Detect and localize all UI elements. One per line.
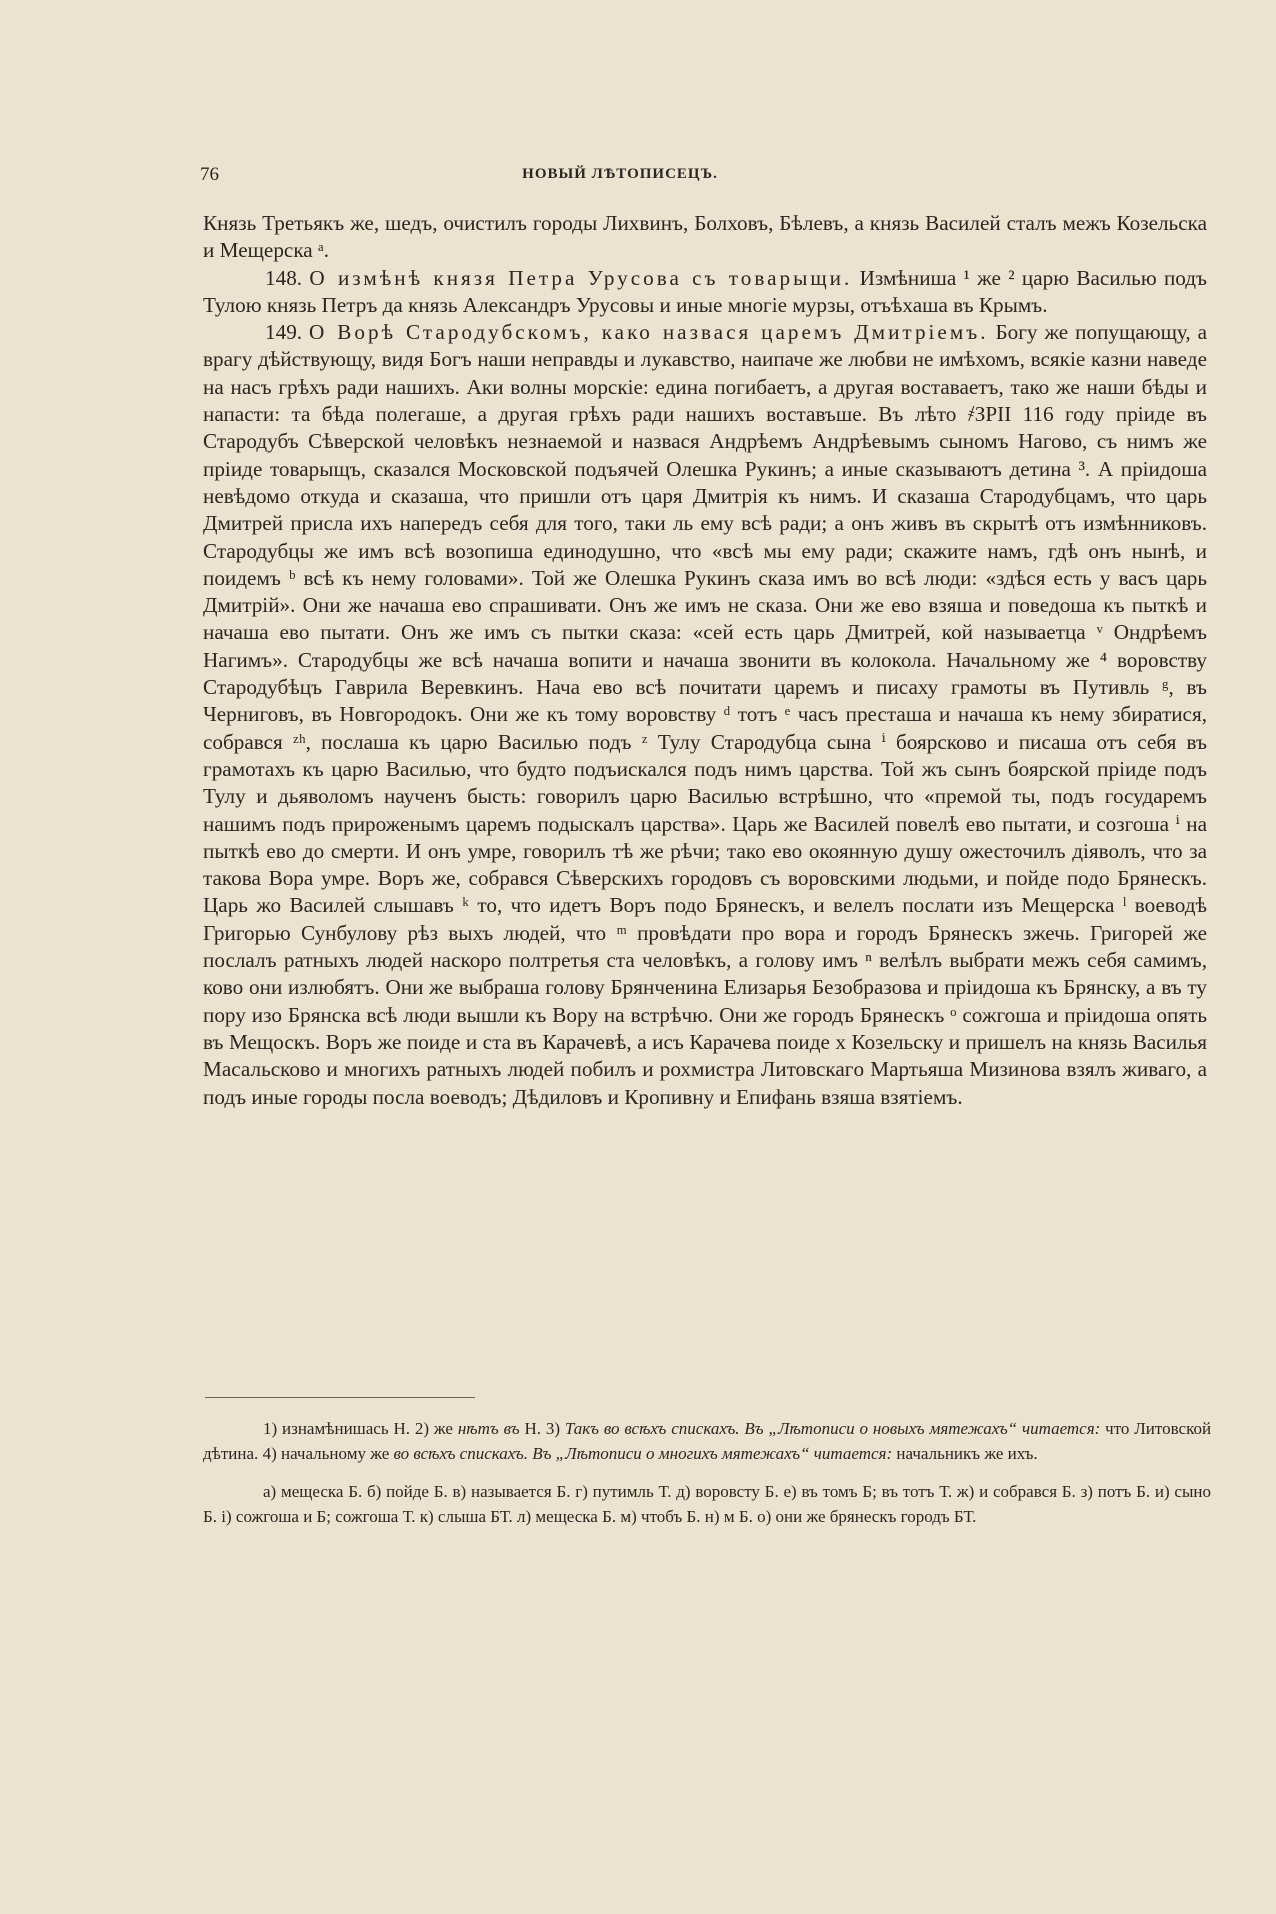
section-text: Измѣниша ¹ же ² царю Василью подъ Тулою князь Петръ да князь Александръ Урусовы и иные многіе мурзы, отъѣхаша въ Крымъ.	[203, 265, 1208, 317]
footnote-3-note: Такъ во всѣхъ спискахъ. Въ „Лѣтописи о новыхъ мятежахъ“ читается:	[564, 1419, 1101, 1438]
section-heading: О Ворѣ Стародубскомъ, како назвася царемъ Дмитріемъ.	[309, 320, 989, 345]
footnotes	[203, 1417, 1211, 1529]
footnote-2-note: нѣтъ въ	[457, 1419, 520, 1438]
section-number: 149.	[265, 320, 303, 345]
section-148	[203, 265, 1207, 320]
paragraph-1: Князь Третьякъ же, шедъ, очистилъ городы Лихвинъ, Болховъ, Бѣлевъ, а князь Василей сталъ межъ Козельска и Мещерска ᵃ.	[203, 211, 1207, 263]
numbered-footnotes	[203, 1417, 1211, 1466]
footnote-4-text: начальникъ же ихъ.	[896, 1443, 1038, 1463]
running-title: НОВЫЙ ЛѢТОПИСЕЦЪ.	[522, 166, 718, 182]
section-149	[203, 319, 1207, 1111]
footnote-4: 4) начальному же	[262, 1443, 390, 1463]
footnote-divider	[205, 1397, 475, 1398]
variant-readings: а) мещеска Б. б) пойде Б. в) называется Б. г) путимль Т. д) воровсту Б. е) въ томъ Б; въ тотъ Т. ж) и собрався Б. з) потъ Б. и) сыно Б. і) сожгоша и Б; сожгоша Т. к) слыша БТ. л) мещеска Б. м) чтобъ Б. н) м Б. о) они же брянескъ городъ БТ.	[203, 1482, 1211, 1526]
footnote-3: 3)	[545, 1419, 561, 1438]
running-head	[200, 164, 1040, 192]
main-text	[203, 210, 1207, 1111]
footnote-2: 2) же	[414, 1419, 453, 1438]
section-text: Богу же попущающу, а врагу дѣйствующу, видя Богъ наши неправды и лукавство, наипаче же любви не имѣхомъ, всякіе казни наведе на насъ грѣхъ ради нашихъ. Аки волны морскіе: едина погибаетъ, а другая воставаетъ, тако же наши бѣды и напасти: та бѣда полегаше, а другая грѣхъ ради нашихъ воставъше. Въ лѣто ҂ЗРІІ 116 году пріиде въ Стародубъ Сѣверской человѣкъ незнаемой и назвася Андрѣемъ Андрѣевымъ сыномъ Нагово, съ нимъ же пріиде товарыщъ, сказался Московской подъячей Олешка Рукинъ; а иные сказываютъ детина ³. А пріидоша невѣдомо откуда и сказаша, что пришли отъ царя Дмитрія къ нимъ. И сказаша Стародубцамъ, что царь Дмитрей присла ихъ напередъ себя для того, таки ль ему всѣ ради; а онъ живъ въ скрытѣ отъ измѣнниковъ. Стародубцы же имъ всѣ возопиша единодушно, что «всѣ мы ему ради; скажите намъ, гдѣ онъ нынѣ, и поидемъ ᵇ всѣ къ нему головами». Той же Олешка Рукинъ сказа имъ во всѣ люди: «здѣся есть у васъ царь Дмитрій». Они же начаша ево спрашивати. Онъ же имъ не сказа. Они же ево взяша и поведоша къ пыткѣ и начаша ево пытати. Онъ же имъ съ пытки сказа: «сей есть царь Дмитрей, кой называетца ᵛ Ондрѣемъ Нагимъ». Стародубцы же всѣ начаша вопити и начаша звонити въ колокола. Начальному же ⁴ воровству Стародубѣцъ Гаврила Веревкинъ. Нача ево всѣ почитати царемъ и писаху грамоты въ Путивль ᵍ, въ Черниговъ, въ Новгородокъ. Они же къ тому воровству ᵈ тотъ ᵉ часъ престаша и начаша къ нему збиратися, собрався ᶻʰ, послаша къ царю Василью подъ ᶻ Тулу Стародубца сына ⁱ боярсково и писаша отъ себя въ грамотахъ къ царю Василью, что будто подъискался подъ нимъ царства. Той жъ сынъ боярской пріиде подъ Тулу и дьяволомъ наученъ бысть: говорилъ царю Василью встрѣшно, что «премой ты, подъ государемъ нашимъ подъ прироженымъ царемъ подыскалъ царства». Царь же Василей повелѣ ево пытати, и созгоша ⁱ на пыткѣ ево до смерти. И онъ умре, говорилъ тѣ же рѣчи; тако ево окоянную душу ожесточилъ діяволъ, что за такова Вора умре. Воръ же, собрався Сѣверскихъ городовъ съ воровскими людьми, и пойде подо Брянескъ. Царь жо Василей слышавъ ᵏ то, что идетъ Воръ подо Брянескъ, и велелъ послати изъ Мещерска ˡ воеводѣ Григорью Сунбулову рѣз выхъ людей, что ᵐ провѣдати про вора и городъ Брянескъ зжечь. Григорей же послалъ ратныхъ людей наскоро полтретья ста человѣкъ, а голову имъ ⁿ велѣлъ выбрати межъ себя самимъ, ково они излюбятъ. Они же выбраша голову Брянченина Елизарья Безобразова и пріидоша къ Брянску, а въ ту пору изо Брянска всѣ люди вышли къ Вору на встрѣчю. Они же городъ Брянескъ ᵒ сожгоша и пріидоша опять въ Мещоскъ. Воръ же поиде и ста въ Карачевѣ, а исъ Карачева поиде х Козельску и пришелъ на князь Василья Масальсково и многихъ ратныхъ людей побилъ и рохмистра Литовскагo Мартьяша Мизинова взялъ живаго, а подъ иные городы посла воеводъ; Дѣдиловъ и Кропивну и Епифань взяша взятіемъ.	[203, 320, 1208, 1109]
footnote-4-note: во всѣхъ спискахъ. Въ „Лѣтописи о многихъ мятежахъ“ читается:	[393, 1443, 893, 1463]
footnote-1: 1) изнамѣнишась Н.	[263, 1419, 410, 1438]
footnote-3-text: что Литовской дѣтина.	[203, 1419, 1212, 1463]
section-number: 148.	[265, 265, 303, 290]
page-number: 76	[200, 164, 219, 185]
section-heading: О измѣнѣ князя Петра Урусова съ товарыщи.	[309, 265, 853, 290]
footnote-2-source: Н.	[524, 1419, 541, 1438]
